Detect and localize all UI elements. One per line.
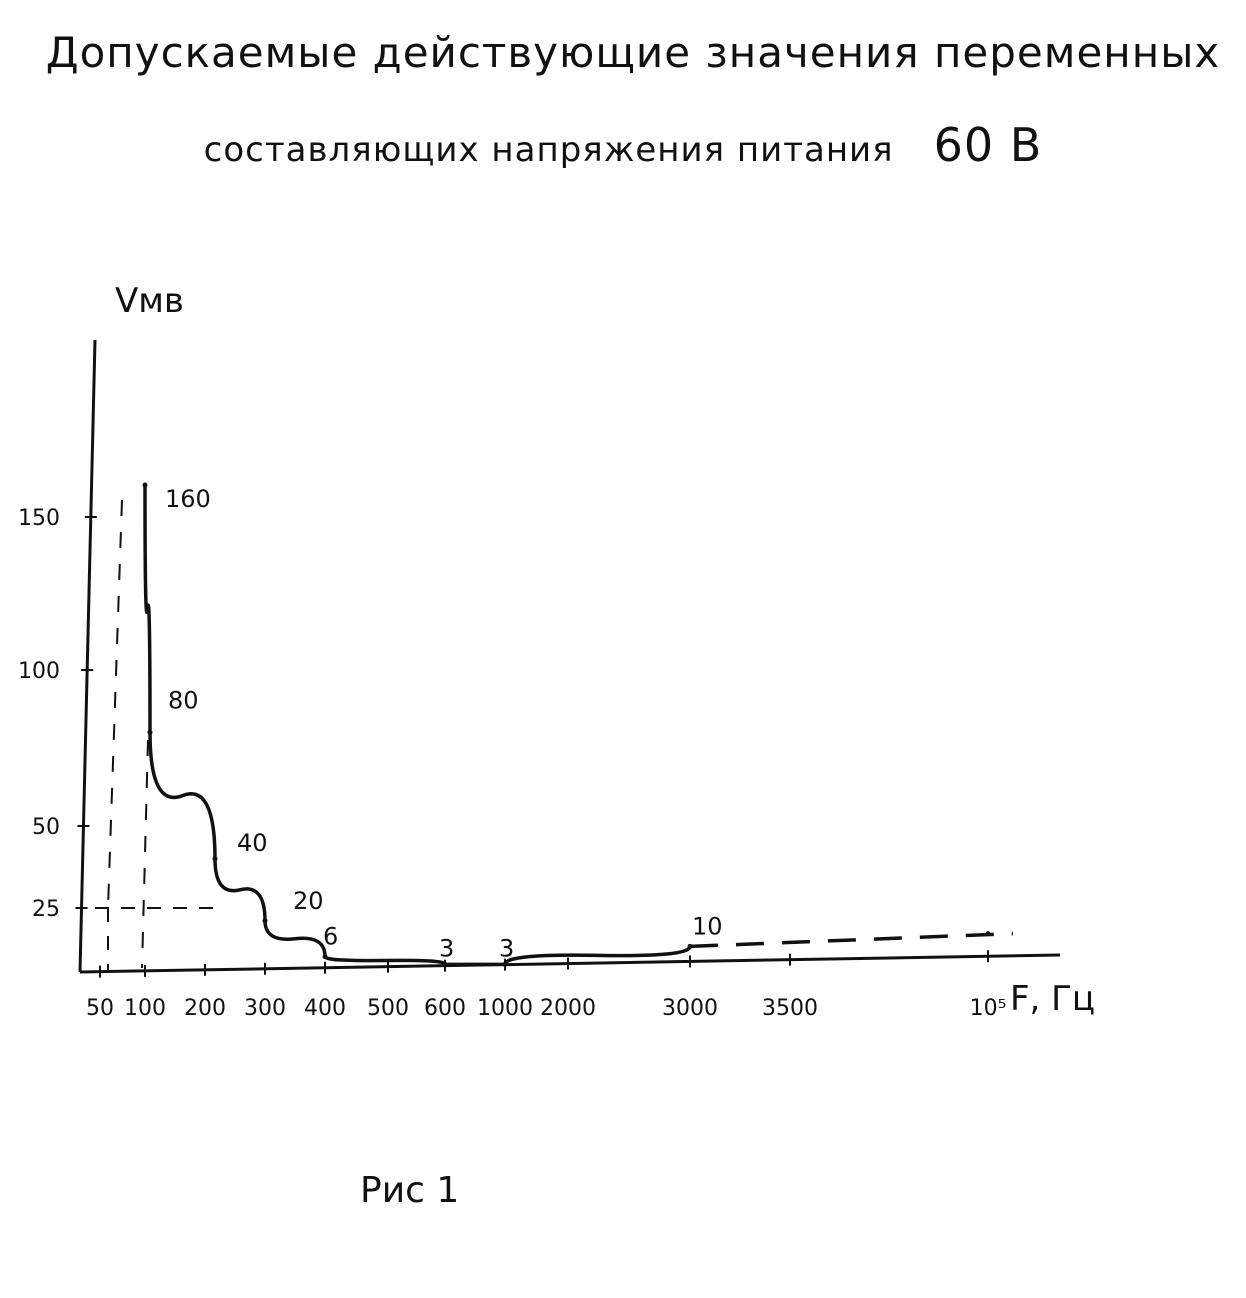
- y-axis-label: Vмв: [115, 281, 184, 321]
- data-label: 80: [168, 686, 199, 715]
- y-tick-label: 50: [32, 815, 60, 840]
- data-point: [986, 931, 991, 936]
- data-point: [143, 483, 148, 488]
- data-point: [503, 962, 508, 967]
- data-point: [443, 962, 448, 967]
- guide-line-150hz: [142, 740, 148, 968]
- x-axis-label: F, Гц: [1010, 979, 1096, 1019]
- x-tick-label: 100: [124, 996, 166, 1021]
- series-line: [145, 485, 690, 964]
- data-point: [148, 730, 153, 735]
- chart-title-line2-text: составляющих напряжения питания: [203, 130, 894, 170]
- x-tick-label: 50: [86, 996, 114, 1021]
- chart-title-voltage: 60 В: [933, 118, 1043, 172]
- data-label: 3: [439, 934, 455, 963]
- x-tick-label: 500: [367, 996, 409, 1021]
- data-label: 3: [499, 934, 515, 963]
- data-label: 20: [293, 886, 324, 915]
- x-tick-label: 3000: [662, 996, 718, 1021]
- y-tick-label: 25: [32, 897, 60, 922]
- x-tick-label: 10⁵: [969, 996, 1007, 1021]
- x-tick-label: 3500: [762, 996, 818, 1021]
- x-tick-label: 200: [184, 996, 226, 1021]
- data-label: 40: [237, 828, 268, 857]
- series-line-extension: [690, 934, 1013, 947]
- chart-title-line1: Допускаемые действующие значения переменных: [45, 28, 1221, 77]
- data-point: [688, 944, 693, 949]
- x-tick-label: 2000: [540, 996, 596, 1021]
- y-tick-label: 150: [18, 506, 60, 531]
- figure-caption: Рис 1: [360, 1170, 460, 1211]
- x-tick-label: 400: [304, 996, 346, 1021]
- data-point: [263, 918, 268, 923]
- data-point: [213, 856, 218, 861]
- data-label: 6: [323, 922, 339, 951]
- x-tick-label: 1000: [477, 996, 533, 1021]
- data-label: 10: [692, 912, 723, 941]
- x-tick-label: 600: [424, 996, 466, 1021]
- data-label: 160: [165, 485, 211, 513]
- y-axis: [80, 340, 95, 972]
- x-tick-label: 300: [244, 996, 286, 1021]
- data-point: [323, 954, 328, 959]
- y-tick-label: 100: [18, 659, 60, 684]
- x-axis: [80, 955, 1060, 972]
- guide-line-100hz: [108, 500, 122, 908]
